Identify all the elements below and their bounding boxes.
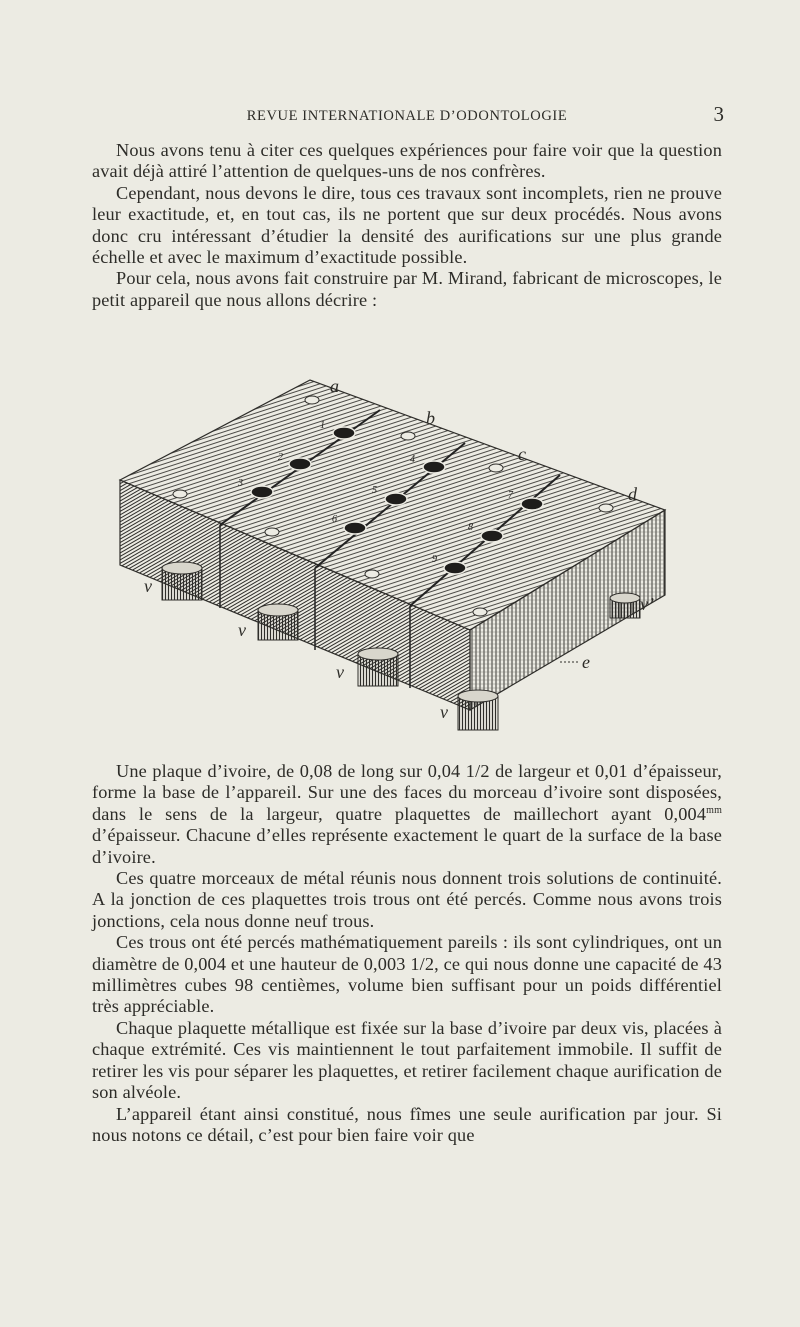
paragraph-text: d’épaisseur. Chacune d’elles représente exactement le quart de la surface de la base d’ivoire.: [92, 825, 722, 867]
hole: [423, 461, 445, 473]
figure-label: a: [330, 376, 339, 396]
hole: [344, 522, 366, 534]
screw: [473, 608, 487, 616]
paragraph: [92, 761, 722, 868]
running-header: [92, 104, 722, 128]
screw: [489, 464, 503, 472]
hole-number: 9: [432, 554, 437, 565]
figure-label: v’: [640, 594, 654, 614]
figure-label: e: [582, 652, 590, 672]
hole: [521, 498, 543, 510]
paragraph: Chaque plaquette métallique est fixée sur la base d’ivoire par deux vis, placées à chaque extrémité. Ces vis maintiennent le tout parfaitement immobile. Il suffit de retirer les vis pour séparer les plaquettes, et retirer facilement chaque aurification de son alvéole.: [92, 1017, 722, 1103]
apparatus-figure: [110, 370, 700, 750]
figure-label: b: [426, 408, 435, 428]
foot-screw: [458, 690, 498, 730]
figure-label: c: [518, 444, 526, 464]
figure-label: v: [440, 702, 448, 722]
paragraph: Ces quatre morceaux de métal réunis nous donnent trois solutions de continuité. A la jonction de ces plaquettes trois trous ont été percés. Comme nous avons trois jonctions, cela nous donne neuf trous.: [92, 868, 722, 931]
paragraph: Nous avons tenu à citer ces quelques expériences pour faire voir que la question avait déjà attiré l’attention de quelques-uns de nos confrères.: [92, 140, 722, 182]
hole-number: 6: [332, 514, 337, 525]
journal-title: REVUE INTERNATIONALE D’ODONTOLOGIE: [246, 108, 568, 124]
foot-screw: [358, 648, 398, 686]
hole: [444, 562, 466, 574]
figure-label: v: [336, 662, 344, 682]
hole: [251, 486, 273, 498]
screw: [401, 432, 415, 440]
unit-superscript: mm: [706, 804, 722, 816]
page-number: 3: [713, 102, 724, 126]
paragraph: Cependant, nous devons le dire, tous ces travaux sont incomplets, rien ne prouve leur exactitude, et, en tout cas, ils ne portent que sur deux procédés. Nous avons donc cru intéressant d’étudier la densité des aurifications sur une plus grande échelle et avec le maximum d’exactitude possible.: [92, 182, 722, 268]
hole-number: 3: [238, 478, 243, 489]
hole-number: 8: [468, 522, 473, 533]
paragraph: Ces trous ont été percés mathématiquement pareils : ils sont cylindriques, ont un diamètre de 0,004 et une hauteur de 0,003 1/2, ce qui nous donne une capacité de 43 millimètres cubes 98 centièmes, volume bien suffisant pour un poids différentiel très appréciable.: [92, 932, 722, 1017]
hole: [481, 530, 503, 542]
paragraph-text: Une plaque d’ivoire, de 0,08 de long sur 0,04 1/2 de largeur et 0,01 d’épaisseur, forme la base de l’appareil. Sur une des faces du morceau d’ivoire sont disposées, dans le sens de la largeur, quatre plaquettes de maillechort ayant 0,004: [92, 761, 722, 824]
screw: [305, 396, 319, 404]
hole-number: 4: [410, 454, 415, 465]
screw: [365, 570, 379, 578]
foot-screw: [162, 562, 202, 600]
screw: [599, 504, 613, 512]
hole: [385, 493, 407, 505]
figure-label: v: [144, 576, 152, 596]
text-block-top: [92, 140, 722, 311]
figure-label: d: [628, 484, 637, 504]
hole-number: 7: [508, 490, 513, 501]
foot-screw: [610, 593, 640, 618]
hole-number: 5: [372, 485, 377, 496]
foot-screw: [258, 604, 298, 640]
screw: [265, 528, 279, 536]
hole-number: 1: [320, 420, 325, 431]
hole: [333, 427, 355, 439]
hole-number: 2: [278, 452, 283, 463]
screw: [173, 490, 187, 498]
figure-label: v: [238, 620, 246, 640]
hole: [289, 458, 311, 470]
paragraph: Pour cela, nous avons fait construire par M. Mirand, fabricant de microscopes, le petit appareil que nous allons décrire :: [92, 268, 722, 310]
text-block-bottom: [92, 761, 722, 1146]
paragraph: L’appareil étant ainsi constitué, nous fîmes une seule aurification par jour. Si nous notons ce détail, c’est pour bien faire voir que: [92, 1103, 722, 1145]
